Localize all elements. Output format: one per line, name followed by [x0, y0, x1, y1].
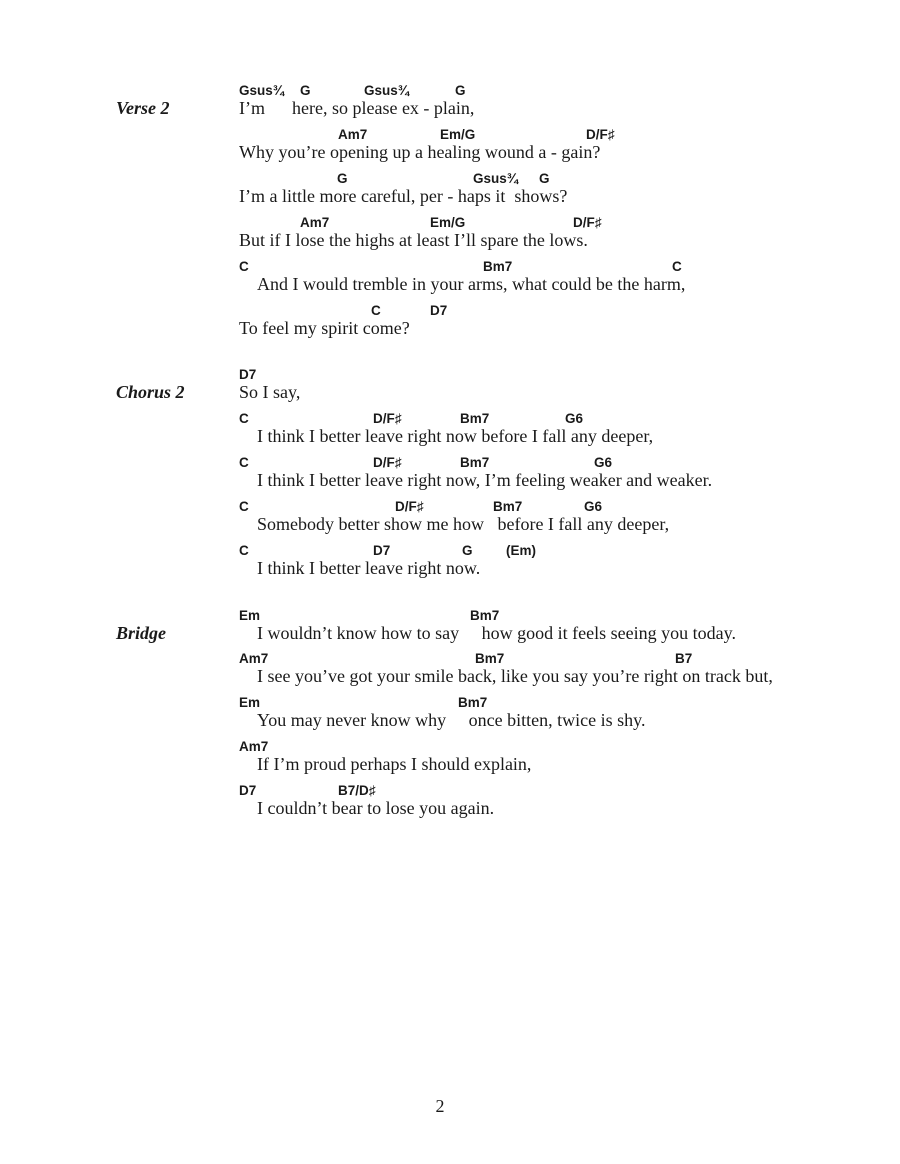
chord: Em/G: [440, 127, 476, 142]
chord: D7: [430, 303, 448, 318]
chord: G: [462, 543, 473, 558]
section-label-verse-2: Verse 2: [116, 98, 170, 118]
chord: Bm7: [458, 695, 488, 710]
lyric-line: You may never know why once bitten, twice is shy.: [257, 710, 646, 730]
chord: D/F♯: [573, 215, 602, 230]
chord: C: [239, 411, 249, 426]
lyric-line: I think I better leave right now.: [257, 558, 481, 578]
chord: Am7: [338, 127, 368, 142]
lyric-line: I’m a little more careful, per - haps it shows?: [239, 186, 568, 206]
chord: Bm7: [475, 651, 505, 666]
chord: Em: [239, 695, 261, 710]
lyric-line: I’m here, so please ex - plain,: [239, 98, 475, 118]
chord: Bm7: [470, 608, 500, 623]
lyric-line: If I’m proud perhaps I should explain,: [257, 754, 532, 774]
chord: Bm7: [483, 259, 513, 274]
lyric-line: Why you’re opening up a healing wound a - gain?: [239, 142, 601, 162]
chord: G6: [565, 411, 584, 426]
lyric-line: I wouldn’t know how to say how good it feels seeing you today.: [257, 623, 736, 643]
chord: D7: [239, 367, 257, 382]
chord: D/F♯: [373, 455, 402, 470]
chord: G: [455, 83, 466, 98]
chord: Gsus¾: [473, 171, 519, 186]
chord: C: [672, 259, 682, 274]
section-label-chorus-2: Chorus 2: [116, 382, 185, 402]
chord: Am7: [300, 215, 330, 230]
chord: Gsus¾: [239, 83, 285, 98]
section-label-bridge: Bridge: [116, 623, 167, 643]
chord: C: [239, 499, 249, 514]
chord: C: [371, 303, 381, 318]
chord: Bm7: [460, 411, 490, 426]
chord: Bm7: [460, 455, 490, 470]
lyric-line: I couldn’t bear to lose you again.: [257, 798, 495, 818]
chord: B7/D♯: [338, 783, 376, 798]
chord: Bm7: [493, 499, 523, 514]
chord: G: [539, 171, 550, 186]
chord: G6: [584, 499, 603, 514]
chord: Gsus¾: [364, 83, 410, 98]
chord: (Em): [506, 543, 536, 558]
chord: G: [300, 83, 311, 98]
chord: D/F♯: [395, 499, 424, 514]
chord: C: [239, 543, 249, 558]
lyric-line: I think I better leave right now, I’m feeling weaker and weaker.: [257, 470, 713, 490]
chord: Am7: [239, 651, 269, 666]
lyric-line: I see you’ve got your smile back, like you say you’re right on track but,: [257, 666, 773, 686]
chord: D7: [373, 543, 391, 558]
lyric-line: Somebody better show me how before I fall any deeper,: [257, 514, 670, 534]
lyric-line: But if I lose the highs at least I’ll spare the lows.: [239, 230, 588, 250]
chord: Em/G: [430, 215, 466, 230]
lyric-line: And I would tremble in your arms, what could be the harm,: [257, 274, 686, 294]
chord: Em: [239, 608, 261, 623]
chord: G: [337, 171, 348, 186]
page-number: 2: [435, 1096, 445, 1116]
lyric-line: To feel my spirit come?: [239, 318, 410, 338]
chord: B7: [675, 651, 693, 666]
chord: D/F♯: [373, 411, 402, 426]
chord: Am7: [239, 739, 269, 754]
lyric-line: I think I better leave right now before I fall any deeper,: [257, 426, 654, 446]
chord: C: [239, 259, 249, 274]
chord: D/F♯: [586, 127, 615, 142]
chord: G6: [594, 455, 613, 470]
chord: C: [239, 455, 249, 470]
lyric-line: So I say,: [239, 382, 301, 402]
chord: D7: [239, 783, 257, 798]
